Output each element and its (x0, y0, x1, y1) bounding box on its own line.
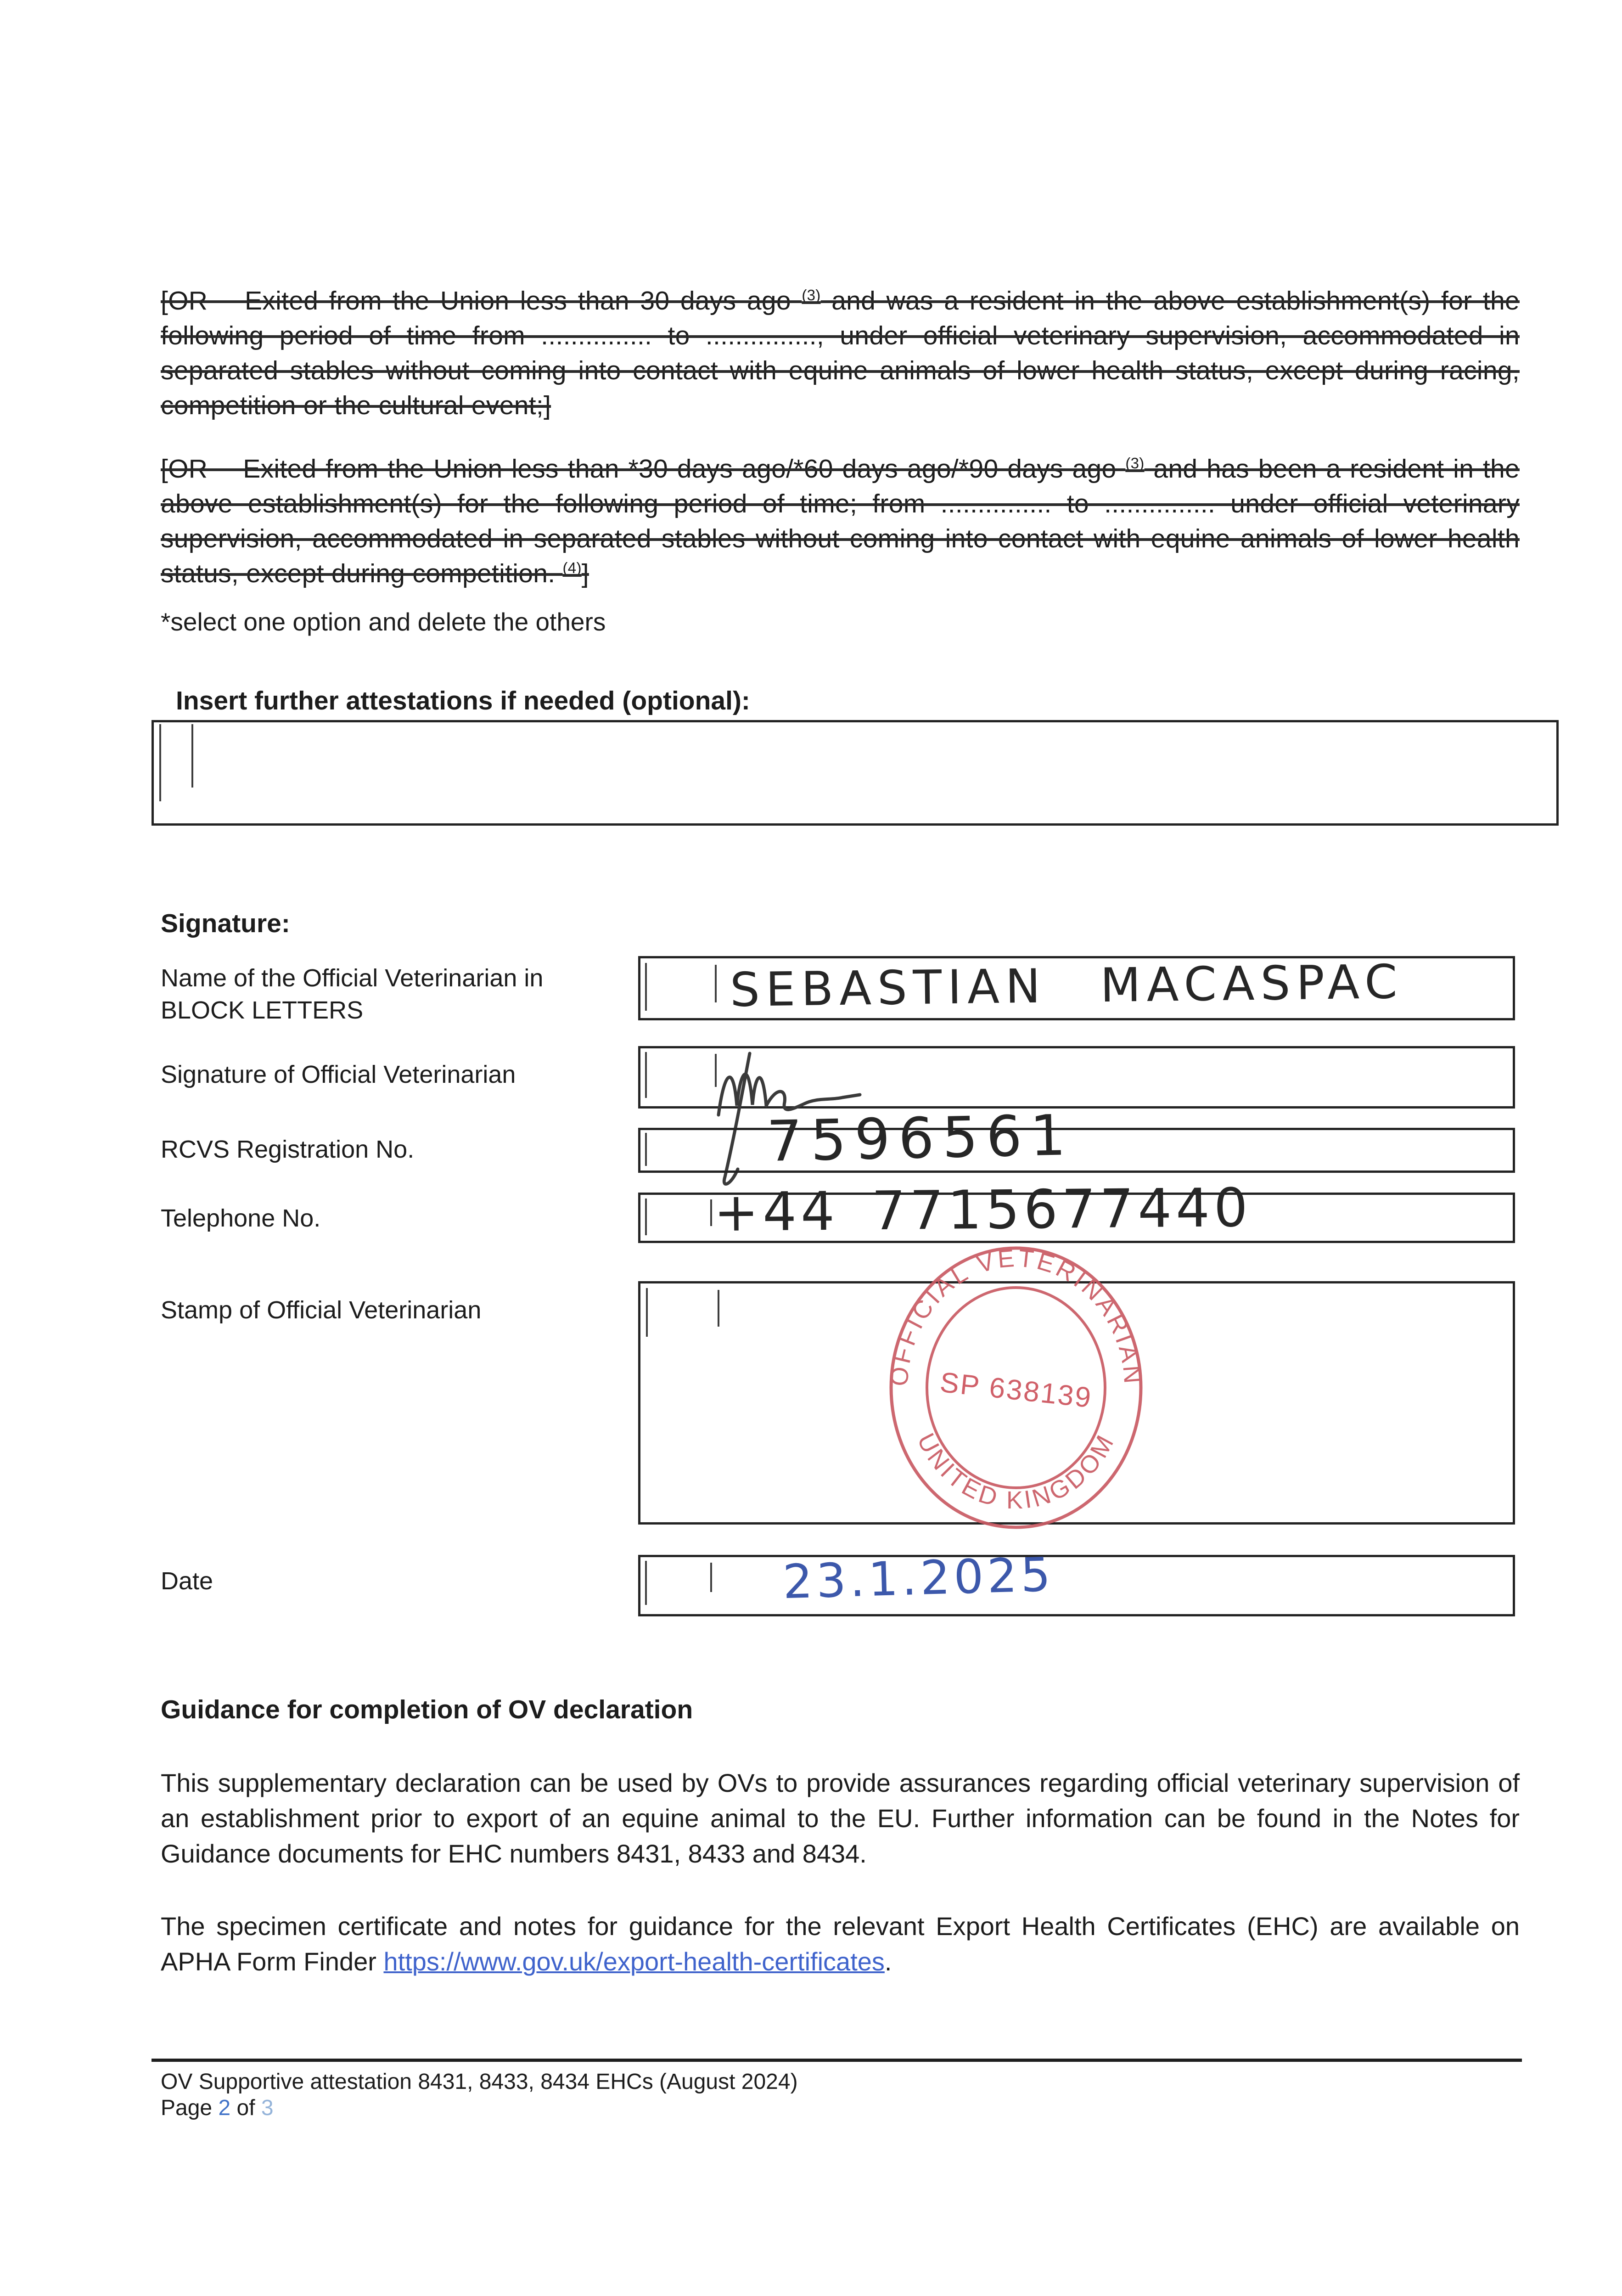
name-handwritten-value: SEBASTIAN MACASPAC (730, 955, 1404, 1018)
field-tick (645, 963, 647, 1011)
guidance-text: The specimen certificate and notes for guidance for the relevant Export Health Certificates (EHC) are available on APHA Form Finder (161, 1912, 1520, 1976)
field-tick (645, 1133, 647, 1166)
page-current: 2 (218, 2096, 231, 2120)
footer-document-title: OV Supportive attestation 8431, 8433, 8434 EHCs (August 2024) (161, 2070, 798, 2094)
field-tick (715, 965, 717, 1002)
date-handwritten-value: 23.1.2025 (782, 1547, 1055, 1610)
page-total: 3 (261, 2096, 274, 2120)
footnote-ref-4: (4) (562, 560, 582, 577)
field-tick (645, 1052, 647, 1098)
footer-divider (152, 2059, 1522, 2062)
field-tick (159, 724, 161, 801)
footer-page-number (161, 2095, 274, 2122)
page-of: of (236, 2096, 255, 2120)
official-veterinarian-stamp (883, 1240, 1149, 1536)
rcvs-handwritten-value: 7596561 (766, 1103, 1075, 1174)
footnote-ref-3: (3) (1125, 455, 1145, 472)
footnote-ref-3: (3) (802, 287, 821, 304)
struck-text: and has been a resident in the above establishment(s) for the following period of time; from ............... to ............... under official veterinary supervision, accommodated in separated stables without coming into contact with equine animals of lower health status, except during competition. (161, 454, 1520, 588)
further-attestations-box (152, 720, 1559, 826)
date-label: Date (161, 1567, 213, 1595)
struck-attestation-option-1 (161, 283, 1520, 423)
struck-attestation-option-2 (161, 451, 1520, 591)
guidance-paragraph-1: This supplementary declaration can be used by OVs to provide assurances regarding official veterinary supervision of an establishment prior to export of an equine animal to the EU. Further information can be found in the Notes for Guidance documents for EHC numbers 8431, 8433 and 8434. (161, 1768, 1520, 1868)
guidance-paragraph-2 (161, 1908, 1520, 1979)
guidance-heading: Guidance for completion of OV declaration (161, 1695, 693, 1724)
struck-text: [OR Exited from the Union less than *30 days ago/*60 days ago/*90 days ago (161, 454, 1126, 484)
select-option-note: *select one option and delete the others (161, 608, 606, 636)
field-tick (191, 724, 193, 788)
field-tick (645, 1561, 647, 1605)
telephone-handwritten-value: +44 7715677440 (713, 1176, 1252, 1244)
page-label: Page (161, 2096, 213, 2120)
telephone-label: Telephone No. (161, 1204, 321, 1232)
rcvs-label: RCVS Registration No. (161, 1136, 415, 1163)
stamp-number: SP 638139 (938, 1366, 1094, 1414)
signature-label: Signature of Official Veterinarian (161, 1061, 516, 1088)
stamp-bottom-arc-text: UNITED KINGDOM (912, 1429, 1121, 1514)
stamp-top-arc-text: OFFICIAL VETERINARIAN (885, 1244, 1147, 1387)
struck-text: [OR Exited from the Union less than 30 days ago (161, 286, 802, 315)
stamp-label: Stamp of Official Veterinarian (161, 1296, 482, 1324)
export-health-certificates-link[interactable]: https://www.gov.uk/export-health-certificates (383, 1947, 885, 1976)
further-attestations-heading: Insert further attestations if needed (optional): (176, 686, 750, 715)
field-tick (710, 1199, 712, 1226)
field-tick (645, 1199, 647, 1235)
field-tick (646, 1288, 648, 1337)
guidance-text: . (884, 1947, 892, 1976)
field-tick (710, 1563, 712, 1592)
signature-section-heading: Signature: (161, 909, 290, 938)
name-label: Name of the Official Veterinarian in BLOCK LETTERS (161, 964, 544, 1024)
field-tick (718, 1290, 719, 1327)
struck-text: ] (581, 559, 589, 588)
date-field-box (638, 1555, 1515, 1616)
struck-text: and was a resident in the above establishment(s) for the following period of time from ............... to ..............., under official veterinary supervision, accommodated in separated stables without coming into contact with equine animals of lower health status, except during racing, competition or the cultural event;] (161, 286, 1520, 420)
